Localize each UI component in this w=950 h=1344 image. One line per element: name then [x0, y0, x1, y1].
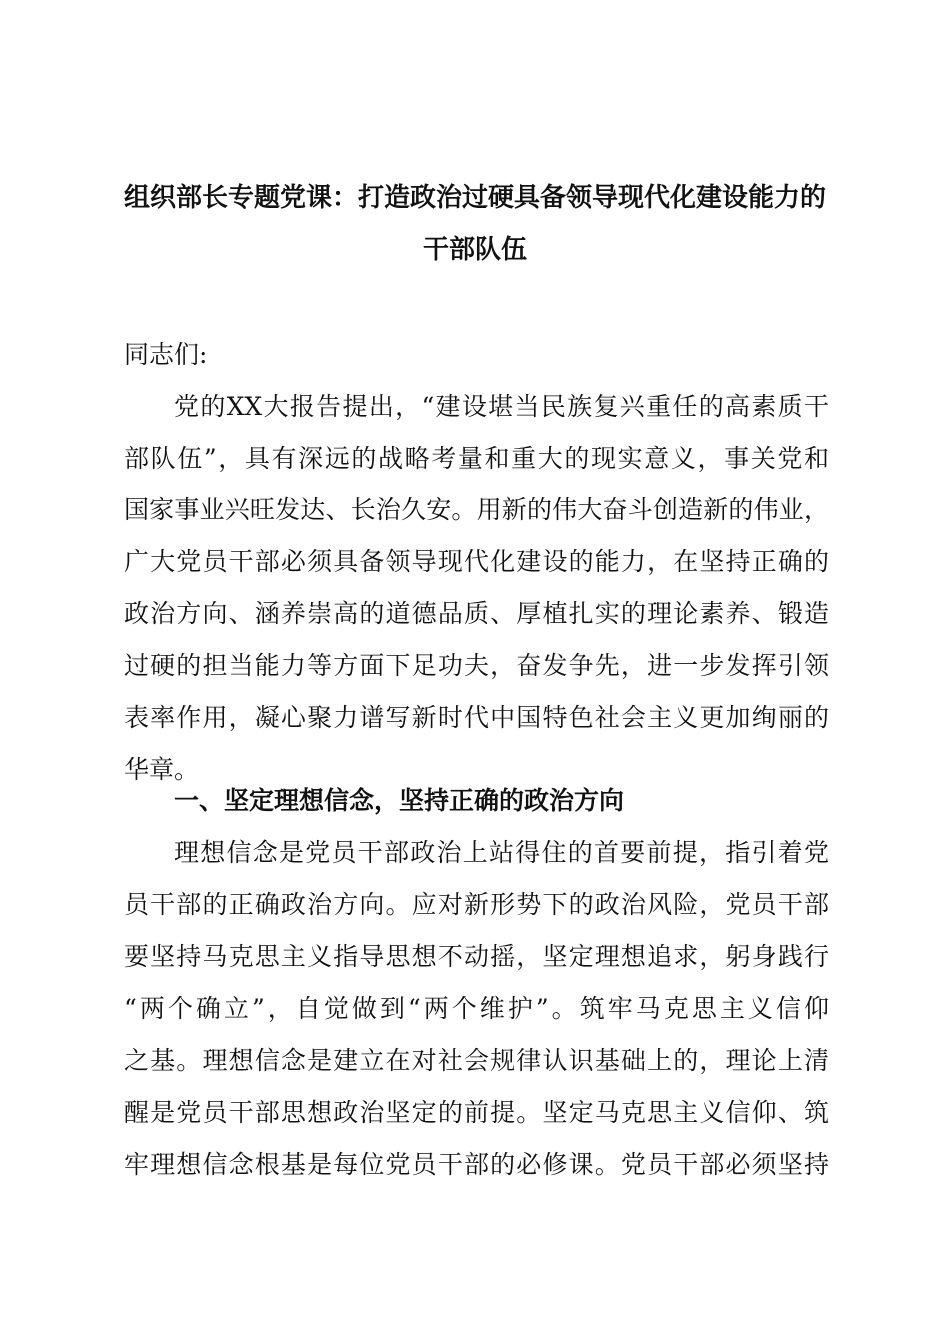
document-title-line-1: 组织部长专题党课：打造政治过硬具备领导现代化建设能力的: [123, 183, 826, 213]
paragraph-2-line: 理想信念是党员干部政治上站得住的首要前提，指引着党: [174, 838, 829, 867]
paragraph-1-line: 国家事业兴旺发达、长治久安。用新的伟大奋斗创造新的伟业，: [124, 495, 829, 524]
paragraph-1-line: 政治方向、涵养崇高的道德品质、厚植扎实的理论素养、锻造: [124, 599, 829, 628]
document-title-line-2: 干部队伍: [422, 235, 527, 265]
paragraph-2-line: 要坚持马克思主义指导思想不动摇，坚定理想追求，躬身践行: [124, 942, 829, 971]
paragraph-2-line: 员干部的正确政治方向。应对新形势下的政治风险，党员干部: [124, 890, 829, 919]
paragraph-2-line: 之基。理想信念是建立在对社会规律认识基础上的，理论上清: [124, 1046, 829, 1075]
paragraph-1-line: 广大党员干部必须具备领导现代化建设的能力，在坚持正确的: [124, 547, 829, 576]
paragraph-1-line: 表率作用，凝心聚力谱写新时代中国特色社会主义更加绚丽的: [124, 703, 829, 732]
paragraph-2-line: 牢理想信念根基是每位党员干部的必修课。党员干部必须坚持: [124, 1150, 829, 1179]
paragraph-2-line: “两个确立”，自觉做到“两个维护”。筑牢马克思主义信仰: [124, 994, 829, 1023]
paragraph-2-line: 醒是党员干部思想政治坚定的前提。坚定马克思主义信仰、筑: [124, 1098, 829, 1127]
section-1-heading: 一、坚定理想信念，坚持正确的政治方向: [174, 786, 625, 815]
paragraph-1-line: 华章。: [124, 755, 200, 784]
paragraph-1-line: 党的XX大报告提出，“建设堪当民族复兴重任的高素质干: [174, 392, 829, 421]
paragraph-1-line: 过硬的担当能力等方面下足功夫，奋发争先，进一步发挥引领: [124, 651, 829, 680]
salutation: 同志们:: [124, 340, 208, 369]
paragraph-1-line: 部队伍”，具有深远的战略考量和重大的现实意义，事关党和: [124, 444, 829, 473]
